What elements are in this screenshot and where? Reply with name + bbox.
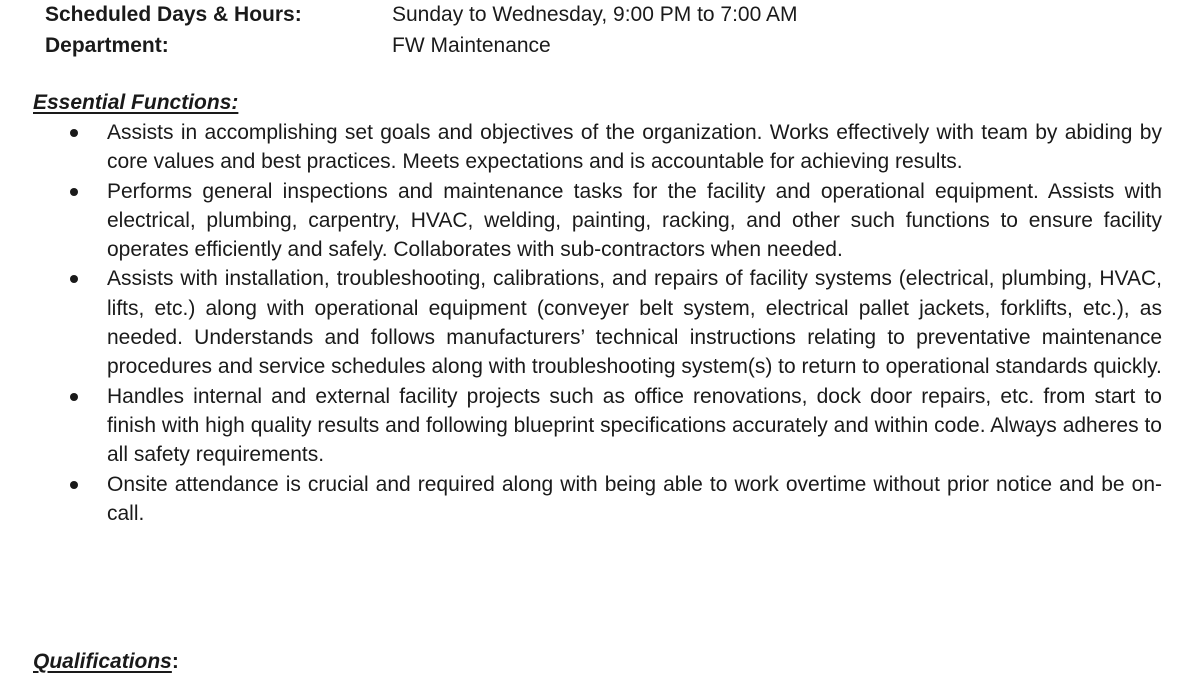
schedule-value: Sunday to Wednesday, 9:00 PM to 7:00 AM [392, 3, 798, 26]
list-item-text: Handles internal and external facility projects such as office renovations, dock door repairs, etc. from start to finish with high quality results and following blueprint specifications accurately and within code. Always adheres to all safety requirements. [107, 384, 1162, 467]
bullet-icon [70, 275, 78, 283]
list-item-text: Assists in accomplishing set goals and objectives of the organization. Works effectively with team by abiding by core values and best practices. Meets expectations and is accountable for achieving results. [107, 121, 1162, 174]
list-item-text: Performs general inspections and maintenance tasks for the facility and operational equipment. Assists with electrical, plumbing, carpentry, HVAC, welding, painting, racking, and other such functions to ensure facility operates efficiently and safely. Collaborates with sub-contractors when needed. [107, 179, 1162, 262]
department-label: Department: [45, 34, 169, 57]
essential-functions-heading-text: Essential Functions: [33, 91, 239, 114]
list-item [0, 264, 1200, 381]
list-item [0, 382, 1200, 470]
list-item [0, 177, 1200, 265]
list-item-text: Assists with installation, troubleshooting, calibrations, and repairs of facility systems (electrical, plumbing, HVAC, lifts, etc.) along with operational equipment (conveyer belt system, electrical pallet jackets, forklifts, etc.), as needed. Understands and follows manufacturers’ technical instructions relating to preventative maintenance procedures and service schedules along with troubleshooting system(s) to return to operational standards quickly. [107, 267, 1162, 379]
bullet-icon [70, 188, 78, 196]
list-item [0, 470, 1200, 529]
bullet-icon [70, 393, 78, 401]
schedule-label: Scheduled Days & Hours: [45, 3, 302, 26]
qualifications-heading [33, 647, 179, 677]
essential-functions-list [0, 118, 1200, 528]
bullet-icon [70, 481, 78, 489]
list-item-text: Onsite attendance is crucial and required along with being able to work overtime without prior notice and be on-call. [107, 472, 1162, 525]
qualifications-heading-colon: : [171, 650, 179, 673]
list-item [0, 118, 1200, 177]
essential-functions-heading [33, 88, 238, 118]
qualifications-heading-text: Qualifications [33, 650, 172, 673]
department-value: FW Maintenance [392, 34, 551, 57]
bullet-icon [70, 129, 78, 137]
